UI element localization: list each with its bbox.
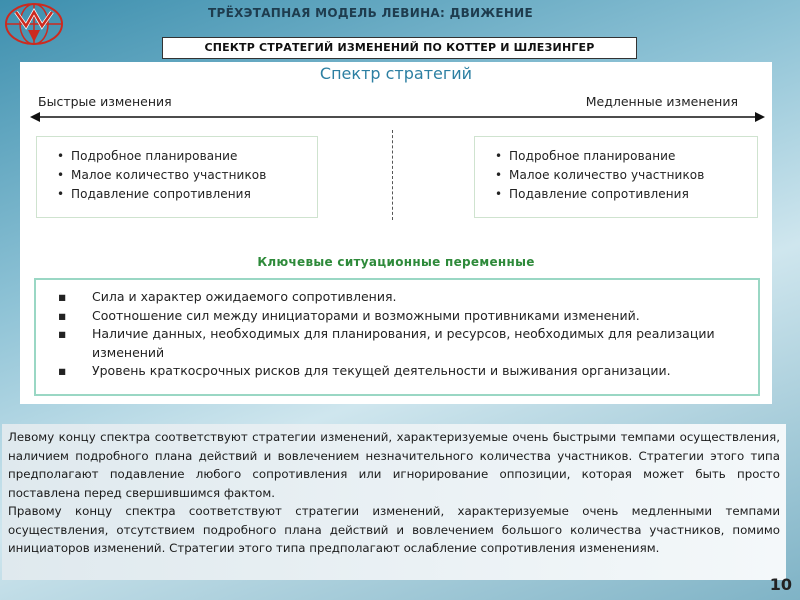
page-number: 10	[769, 575, 792, 594]
list-item: • Подавление сопротивления	[57, 185, 317, 204]
fast-strategy-box	[36, 136, 318, 218]
spectrum-divider	[392, 130, 393, 220]
content-panel	[20, 62, 772, 404]
list-item: • Малое количество участников	[57, 166, 317, 185]
list-item: ▪ Сила и характер ожидаемого сопротивления.	[58, 289, 397, 304]
globe-logo-icon	[4, 2, 64, 46]
list-item: • Подробное планирование	[495, 147, 757, 166]
explanation-text	[2, 424, 786, 580]
paragraph-right-end: Правому концу спектра соответствуют стратегии изменений, характеризуемые очень медленными темпами осуществления, отсутствием подробного плана действий и вовлечением большого количества участников, помимо инициаторов изменений. Стратегии этого типа предполагают ослабление сопротивления изменениям.	[8, 504, 780, 555]
list-item: ▪ Наличие данных, необходимых для планирования, и ресурсов, необходимых для реализации изменений	[58, 326, 715, 360]
spectrum-title: Спектр стратегий	[319, 64, 473, 83]
slow-strategy-box	[474, 136, 758, 218]
slide-title: ТРЁХЭТАПНАЯ МОДЕЛЬ ЛЕВИНА: ДВИЖЕНИЕ	[208, 6, 534, 20]
list-item: ▪ Соотношение сил между инициаторами и возможными противниками изменений.	[58, 307, 640, 323]
slow-changes-label: Медленные изменения	[585, 94, 738, 109]
paragraph-left-end: Левому концу спектра соответствуют стратегии изменений, характеризуемые очень быстрыми темпами осуществления, наличием подробного плана действий и вовлечением незначительного количества участников. Стратегии этого типа предполагают подавление любого сопротивления или игнорирование оппозиции, которая может быть просто поставлена перед свершившимся фактом.	[8, 430, 780, 500]
spectrum-arrow	[30, 110, 765, 124]
fast-changes-label: Быстрые изменения	[38, 94, 172, 109]
slide-subtitle: СПЕКТР СТРАТЕГИЙ ИЗМЕНЕНИЙ ПО КОТТЕР И ШЛЕЗИНГЕР	[162, 37, 637, 59]
key-variables-title: Ключевые ситуационные переменные	[257, 255, 535, 269]
list-item: ▪ Уровень краткосрочных рисков для текущей деятельности и выживания организации.	[58, 363, 671, 378]
key-variables-box	[34, 278, 760, 396]
list-item: • Подавление сопротивления	[495, 185, 757, 204]
list-item: • Подробное планирование	[57, 147, 317, 166]
list-item: • Малое количество участников	[495, 166, 757, 185]
